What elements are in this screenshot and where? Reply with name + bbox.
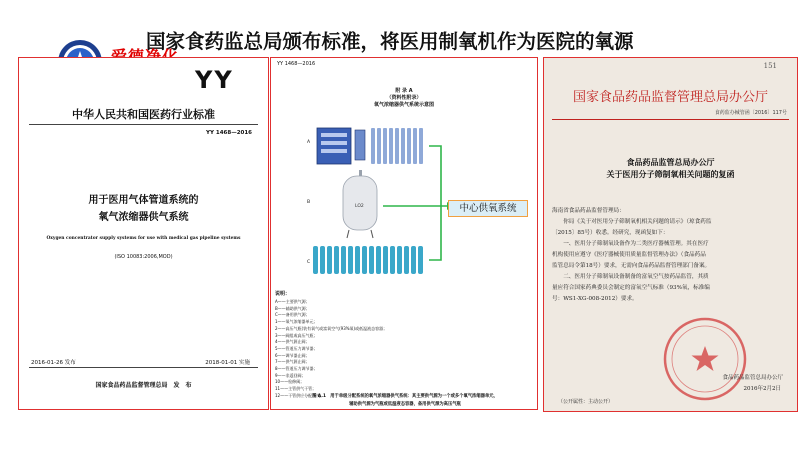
cover-title: [19, 192, 268, 226]
letter-title-line: 食品药品监管总局办公厅: [626, 157, 715, 167]
row-letter: B: [307, 200, 311, 205]
letter-body-line: 你局《关于对医用分子筛制氧机相关问题的请示》（琼食药监: [552, 219, 712, 225]
tank-label: LO2: [355, 204, 364, 209]
legend-item: 6——调节器止阀；: [275, 352, 310, 358]
legend-item: 2——高压气瓶(装有氧气或富氧空气(93%氧)或低温液态容器；: [275, 325, 388, 331]
legend-item: C——备用供气源；: [275, 312, 310, 318]
letter-body-line: 号：WS1-XG-008-2012）要求。: [552, 296, 638, 302]
cover-divider: [29, 367, 258, 368]
legend-item: 10——检修阀；: [275, 379, 305, 385]
cover-publisher: 国家食品药品监督管理总局 发 布: [95, 382, 192, 389]
legend-item: B——辅助供气源；: [275, 305, 310, 311]
letter-public-note: （公开属性：主动公开）: [558, 399, 614, 405]
legend-item: 3——阀组或高压气瓶；: [275, 332, 318, 338]
cover-english-title: Oxygen concentrator supply systems for use with medical gas pipeline systems: [46, 236, 241, 241]
row-letter: C: [307, 260, 311, 265]
letter-org-header: 国家食品药品监督管理总局办公厅: [572, 90, 768, 105]
letter-body: [552, 206, 792, 305]
legend-item: 9——非返回阀；: [275, 372, 306, 378]
figure-caption: [275, 393, 535, 408]
letter-document-number: 食药监办械管函〔2016〕117号: [714, 110, 787, 116]
high-pressure-cylinder-group: [313, 246, 423, 274]
yy-mark: YY: [195, 66, 234, 94]
page-title: 国家食药监总局颁布标准，将医用制氧机作为医院的氧源: [146, 30, 634, 53]
letter-body-line: 二、医用分子筛制氧设备制备的富氧空气按药品监管，其质: [552, 274, 709, 280]
letter-body-line: 海南省食品药品监督管理局：: [552, 208, 625, 214]
legend-item: 8——管道压力调节器；: [275, 366, 318, 372]
legend-item: 5——管道压力调节器；: [275, 345, 318, 351]
legend-item: 12——干管供应分配系统。: [275, 392, 325, 398]
letter-title: [544, 156, 797, 180]
legend-item: 7——供气源止阀；: [275, 359, 310, 365]
diagram-header-code: YY 1468—2016: [277, 61, 316, 67]
cover-iso-reference: (ISO 10083:2006,MOD): [114, 254, 173, 260]
cover-issue-date: 2016-01-26 发布: [31, 360, 76, 366]
legend-item: A——主要供气源；: [275, 299, 310, 304]
legend-list: [275, 299, 387, 400]
figure-caption-line: 辅助供气源为气瓶或低温液态容器，备用供气源为高压气瓶: [349, 401, 461, 407]
cover-divider: [29, 124, 258, 125]
annex-title-line: （资料性附录）: [386, 95, 422, 101]
cover-org: 中华人民共和国医药行业标准: [72, 108, 215, 121]
standard-cover-document: [18, 57, 269, 410]
letter-body-line: 量应符合国家药典委员会制定的富氧空气标准（93%氧，标准编: [552, 285, 710, 291]
cover-standard-code: YY 1468—2016: [206, 130, 252, 136]
schematic-diagram-document: [270, 57, 538, 410]
letter-date: 2016年2月2日: [743, 386, 781, 392]
letter-body-line: 监管总局令第18号）要求，无需向食品药品监督管理部门备案。: [552, 263, 711, 269]
cover-effective-date: 2018-01-01 实施: [205, 360, 250, 366]
handwritten-number: 151: [763, 62, 777, 70]
cover-title-line: 氧气浓缩器供气系统: [98, 212, 189, 223]
red-official-seal-icon: [662, 316, 748, 402]
figure-caption-line: 图 A.1 用于单级分配系统的氧气浓缩器供气系统：其主要供气源为一个或多个氧气浓缩器单元，: [312, 394, 498, 399]
legend-item: 4——供气源止阀；: [275, 339, 310, 345]
letter-title-line: 关于医用分子筛制氧相关问题的复函: [606, 169, 735, 179]
annex-title-line: 氧气浓缩器供气系统示意图: [373, 102, 434, 108]
cover-title-line: 用于医用气体管道系统的: [88, 195, 199, 206]
letter-signature: 食品药品监管总局办公厅: [722, 375, 783, 381]
concentrator-unit-group: [317, 128, 423, 164]
legend-item: 1——氧气浓缩器单元；: [275, 319, 318, 325]
letter-body-line: 机构使用应遵守《医疗器械使用质量监督管理办法》（食品药品: [552, 252, 706, 258]
official-letter-document: [543, 57, 798, 412]
letter-body-line: 一、医用分子筛制氧设备作为二类医疗器械管理。其在医疗: [552, 241, 709, 247]
legend-item: 11——主管供气干管；: [275, 386, 317, 392]
supply-system-diagram: [271, 58, 538, 288]
annex-title-line: 附 录 A: [395, 88, 413, 94]
letter-body-line: 〔2015〕85号）收悉。经研究，现函复如下：: [552, 230, 669, 236]
row-letter: A: [307, 140, 311, 145]
letter-red-divider: [552, 119, 789, 120]
central-oxygen-supply-label: 中心供氧系统: [448, 200, 528, 217]
legend-heading: 说明：: [275, 291, 291, 297]
